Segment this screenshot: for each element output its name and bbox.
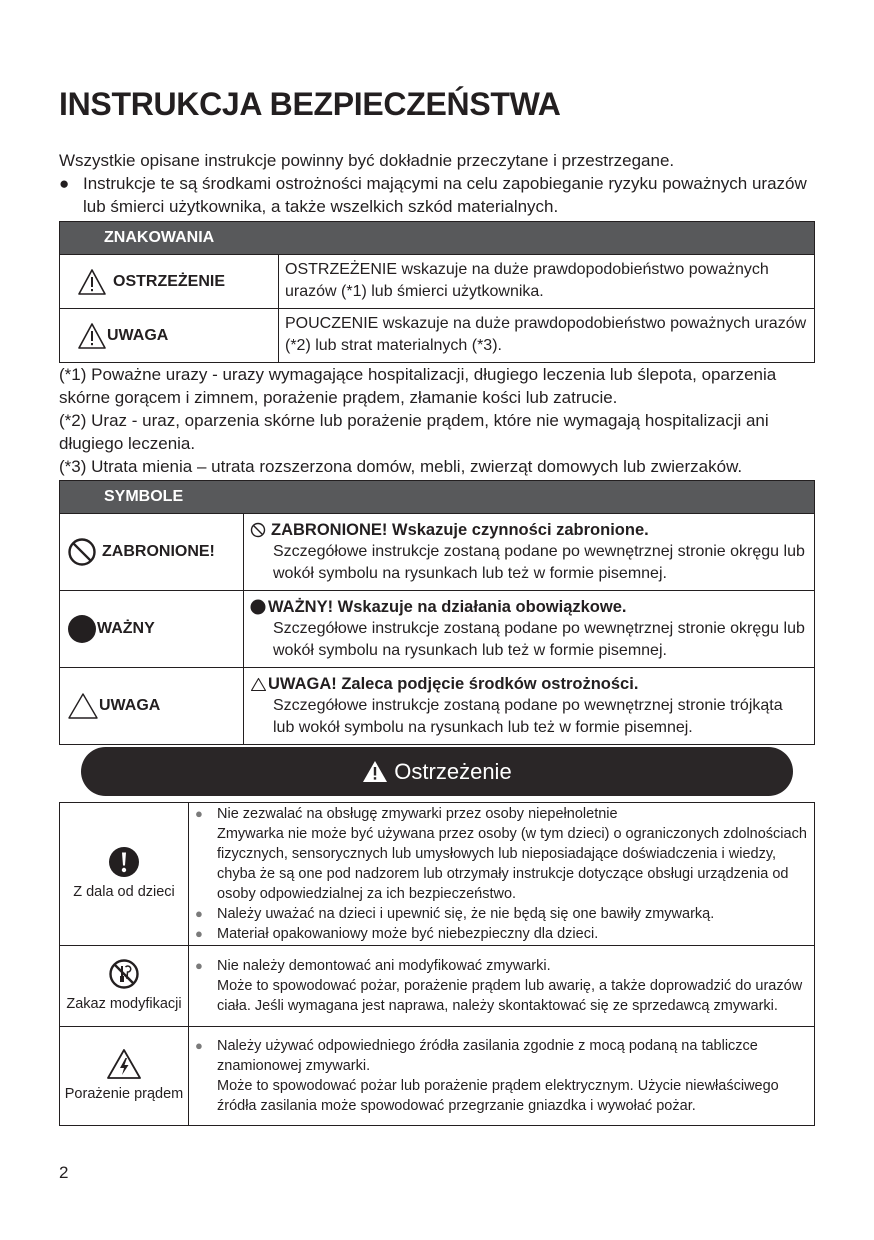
warning-text-cell (189, 803, 815, 946)
table-row (60, 1027, 815, 1126)
footnote-text: Poważne urazy - urazy wymagające hospitalizacji, długiego leczenia lub ślepota, oparzenia skórne gorącem i zimnem, porażenie prądem, złamanie kości lub zatrucie. (59, 365, 777, 407)
bullet-dot-icon: ● (195, 906, 203, 921)
warning-triangle-icon (362, 760, 388, 783)
symbol-label: WAŻNY (97, 620, 155, 637)
bullet-dot-icon: ● (59, 174, 70, 193)
footnote-ref: (*2) (59, 411, 87, 430)
marking-description: OSTRZEŻENIE wskazuje na duże prawdopodobieństwo poważnych urazów (*1) lub śmierci użytkownika. (279, 255, 815, 309)
list-item (195, 956, 810, 1016)
symbol-heading: ZABRONIONE! Wskazuje czynności zabronione. (271, 521, 649, 539)
warning-text: Materiał opakowaniowy może być niebezpieczny dla dzieci. (217, 926, 599, 942)
table-row (60, 309, 815, 363)
mandatory-circle-icon (250, 599, 266, 615)
intro-bullet-text: Instrukcje te są środkami ostrożności mającymi na celu zapobieganie ryzyku poważnych urazów lub śmierci użytkownika, a także wszelkich szkód materialnych. (83, 174, 807, 216)
list-item (195, 804, 810, 904)
list-item (195, 924, 810, 944)
footnotes (59, 363, 829, 478)
table-row (60, 514, 815, 591)
symbol-cell (60, 591, 244, 668)
electric-shock-icon (106, 1048, 142, 1080)
markings-header: ZNAKOWANIA (60, 222, 815, 255)
marking-description: POUCZENIE wskazuje na duże prawdopodobieństwo poważnych urazów (*2) lub strat materialnych (*3). (279, 309, 815, 363)
symbol-description (244, 514, 815, 591)
markings-symbol-cell (60, 255, 279, 309)
warning-text: Nie zezwalać na obsługę zmywarki przez osoby niepełnoletnie Zmywarka nie może być używana przez osoby (w tym dzieci) o ograniczonych zdolnościach fizycznych, sensorycznych lub umysłowych lub nieposiadające doświadczenia i wiedzy, chyba że są one pod nadzorem lub otrzymały instrukcje dotyczące obsługi urządzenia od osoby odpowiedzialnej za ich bezpieczeństwo. (217, 806, 807, 902)
warning-category-label: Porażenie prądem (64, 1086, 184, 1102)
marking-label: OSTRZEŻENIE (113, 272, 226, 290)
warning-category-label: Z dala od dzieci (73, 884, 175, 900)
footnote-ref: (*1) (59, 365, 87, 384)
footnote (59, 455, 829, 478)
intro-text: Wszystkie opisane instrukcje powinny być dokładnie przeczytane i przestrzegane. (59, 151, 675, 170)
banner-title: Ostrzeżenie (394, 758, 512, 784)
warnings-table (59, 802, 815, 1126)
footnote (59, 409, 829, 455)
warning-triangle-icon (77, 322, 107, 350)
warning-text-cell (189, 946, 815, 1027)
symbol-body: Szczegółowe instrukcje zostaną podane po wewnętrznej stronie trójkąta lub wokół symbolu na rysunkach lub też w formie pisemnej. (273, 697, 783, 736)
symbols-table (59, 480, 815, 745)
symbol-cell (60, 668, 244, 745)
warning-banner (81, 747, 793, 796)
footnote-text: Uraz - uraz, oparzenia skórne lub porażenie prądem, które nie wymagają hospitalizacji ani długiego leczenia. (59, 411, 769, 453)
warning-text-cell (189, 1027, 815, 1126)
symbol-heading: WAŻNY! Wskazuje na działania obowiązkowe. (268, 598, 627, 616)
warning-text: Należy uważać na dzieci i upewnić się, że nie będą się one bawiły zmywarką. (217, 906, 715, 922)
mandatory-exclamation-icon (108, 846, 140, 878)
list-item (195, 904, 810, 924)
bullet-dot-icon: ● (195, 1038, 203, 1053)
table-row (60, 591, 815, 668)
markings-table (59, 221, 815, 363)
symbols-header: SYMBOLE (60, 481, 815, 514)
warning-text: Nie należy demontować ani modyfikować zmywarki. Może to spowodować pożar, porażenie prądem lub awarię, a także doprowadzić do urazów ciała. Jeśli wymagana jest naprawa, należy skontaktować się ze sprzedawcą zmywarki. (217, 958, 803, 1014)
caution-triangle-icon (250, 677, 267, 692)
mandatory-circle-icon (67, 614, 97, 644)
symbol-body: Szczegółowe instrukcje zostaną podane po wewnętrznej stronie okręgu lub wokół symbolu na rysunkach lub też w formie pisemnej. (273, 620, 805, 659)
bullet-dot-icon: ● (195, 806, 203, 821)
symbol-heading: UWAGA! Zaleca podjęcie środków ostrożności. (268, 675, 639, 693)
page-title: INSTRUKCJA BEZPIECZEŃSTWA (59, 86, 561, 122)
symbol-label: ZABRONIONE! (102, 543, 215, 560)
marking-label: UWAGA (107, 326, 169, 344)
footnote-ref: (*3) (59, 457, 87, 476)
bullet-dot-icon: ● (195, 926, 203, 941)
warning-category (60, 1027, 189, 1126)
caution-triangle-icon (67, 692, 99, 720)
symbol-body: Szczegółowe instrukcje zostaną podane po wewnętrznej stronie okręgu lub wokół symbolu na rysunkach lub też w formie pisemnej. (273, 543, 805, 582)
symbol-description (244, 668, 815, 745)
table-row (60, 946, 815, 1027)
warning-category (60, 946, 189, 1027)
markings-symbol-cell (60, 309, 279, 363)
symbol-description (244, 591, 815, 668)
intro-bullet (59, 172, 819, 218)
prohibited-icon (67, 537, 97, 567)
table-row (60, 255, 815, 309)
intro (59, 149, 819, 218)
symbol-label: UWAGA (99, 697, 161, 714)
prohibited-icon (250, 522, 266, 538)
table-row (60, 803, 815, 946)
page-number: 2 (59, 1163, 69, 1182)
bullet-dot-icon: ● (195, 958, 203, 973)
warning-text: Należy używać odpowiedniego źródła zasilania zgodnie z mocą podaną na tabliczce znamionowej zmywarki. Może to spowodować pożar lub porażenie prądem elektrycznym. Użycie niewłaściwego źródła zasilania może spowodować przegrzanie gniazdka i wywołać pożar. (217, 1038, 779, 1114)
table-row (60, 668, 815, 745)
warning-category-label: Zakaz modyfikacji (66, 996, 182, 1012)
no-disassembly-icon (108, 958, 140, 990)
warning-triangle-icon (77, 268, 107, 296)
warning-category (60, 803, 189, 946)
list-item (195, 1036, 810, 1116)
footnote (59, 363, 829, 409)
symbol-cell (60, 514, 244, 591)
footnote-text: Utrata mienia – utrata rozszerzona domów, mebli, zwierząt domowych lub zwierzaków. (91, 457, 743, 476)
